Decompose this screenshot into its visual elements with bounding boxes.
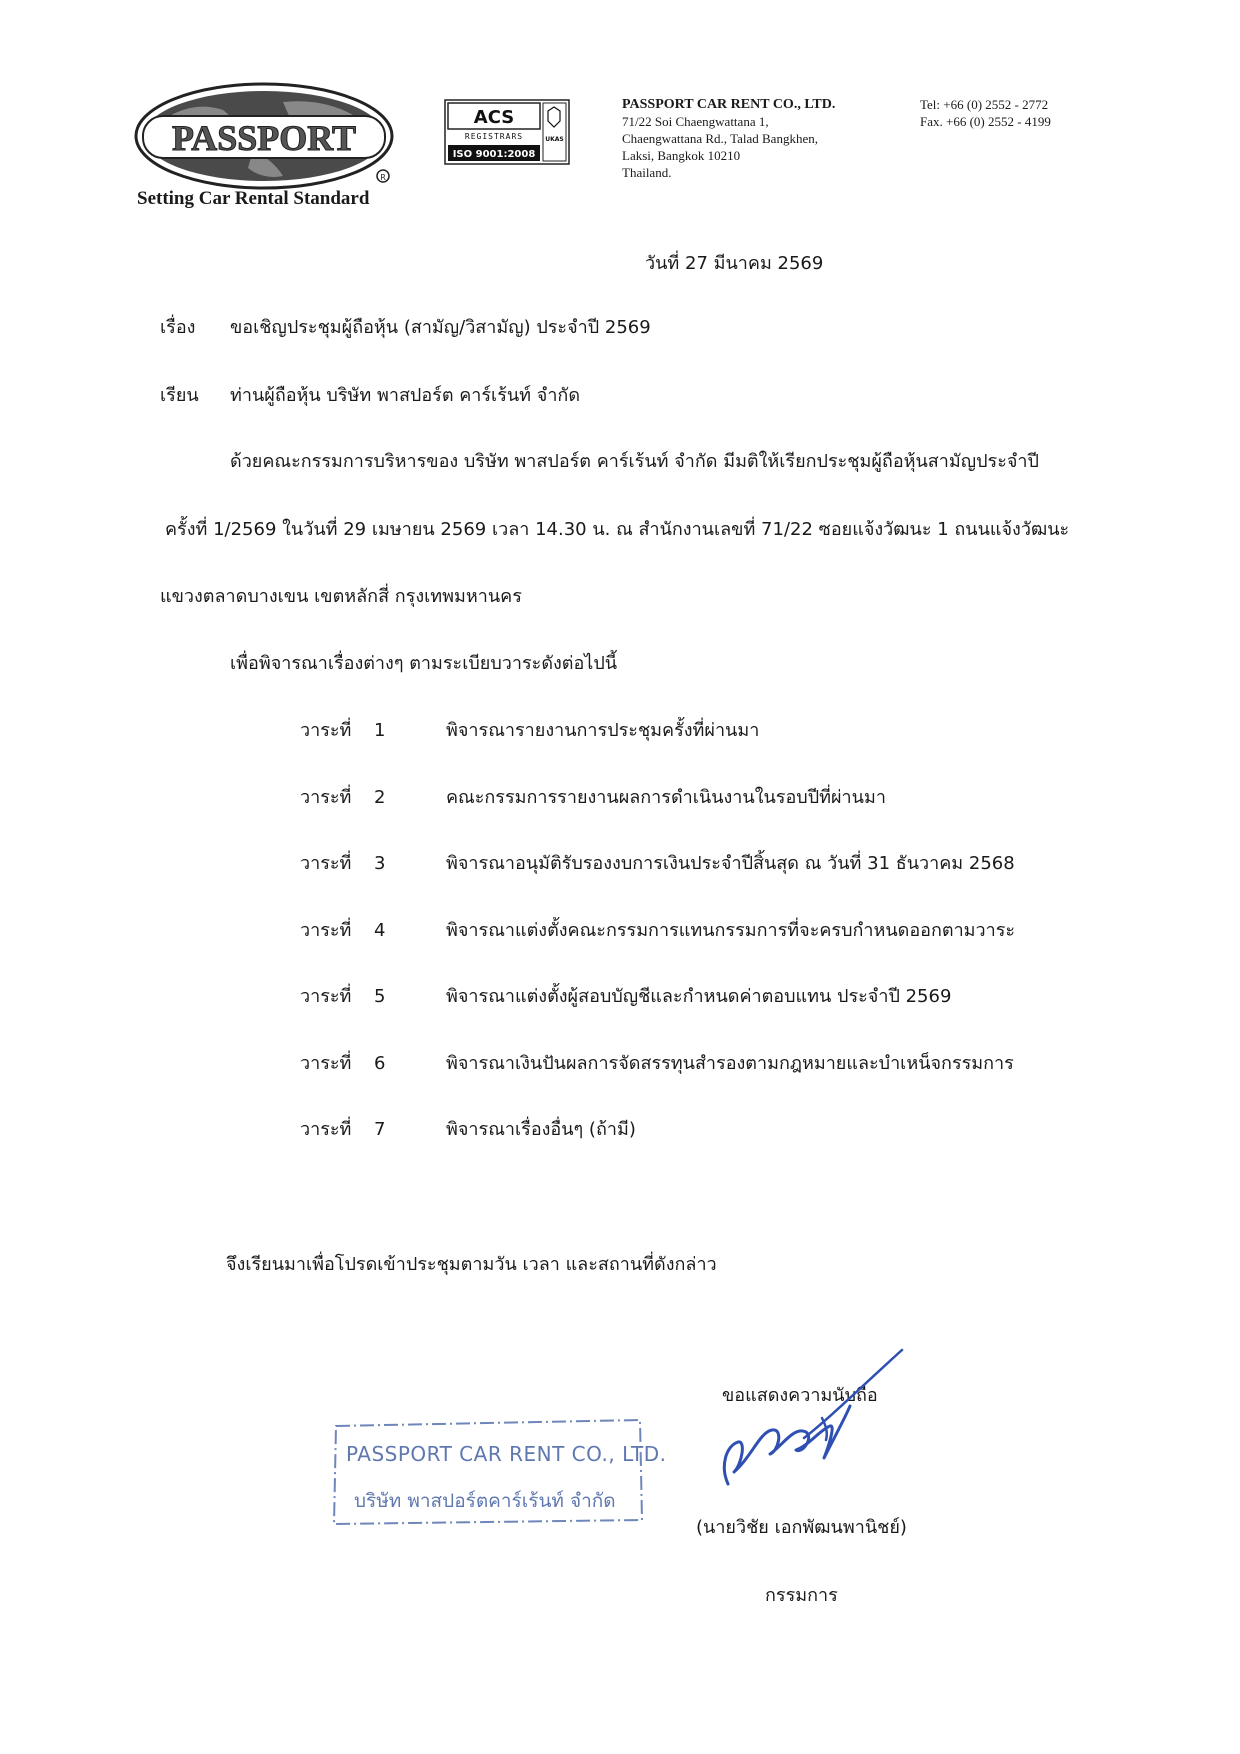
agenda-intro: เพื่อพิจารณาเรื่องต่างๆ ตามระเบียบวาระดังต่อไปนี้ <box>230 653 618 674</box>
fax: Fax. +66 (0) 2552 - 4199 <box>920 114 1051 129</box>
address-line: Chaengwattana Rd., Talad Bangkhen, <box>622 131 818 146</box>
letter-date: วันที่ 27 มีนาคม 2569 <box>645 253 824 274</box>
agenda-number: 6 <box>374 1053 386 1074</box>
stamp-english-text: PASSPORT CAR RENT CO., LTD. <box>346 1442 667 1466</box>
agenda-number: 7 <box>374 1119 386 1140</box>
closing-line: จึงเรียนมาเพื่อโปรดเข้าประชุมตามวัน เวลา และสถานที่ดังกล่าว <box>226 1254 717 1275</box>
contact-block <box>920 96 1051 130</box>
agenda-number: 1 <box>374 720 386 741</box>
regards-line: ขอแสดงความนับถือ <box>722 1385 878 1406</box>
acs-brand: ACS <box>473 107 515 128</box>
svg-text:R: R <box>380 173 386 182</box>
address-line: Thailand. <box>622 165 672 180</box>
signature-icon <box>712 1346 912 1496</box>
body-paragraph-line: ครั้งที่ 1/2569 ในวันที่ 29 เมษายน 2569 เวลา 14.30 น. ณ สำนักงานเลขที่ 71/22 ซอยแจ้งวัฒนะ 1 ถนนแจ้งวัฒนะ <box>165 519 1070 540</box>
agenda-label: วาระที่ <box>300 720 352 741</box>
body-paragraph-line: แขวงตลาดบางเขน เขตหลักสี่ กรุงเทพมหานคร <box>160 586 522 607</box>
address-line: Laksi, Bangkok 10210 <box>622 148 741 163</box>
address-line: 71/22 Soi Chaengwattana 1, <box>622 114 769 129</box>
agenda-item-text: พิจารณาอนุมัติรับรองงบการเงินประจำปีสิ้นสุด ณ วันที่ 31 ธันวาคม 2568 <box>446 853 1015 874</box>
logo-text: PASSPORT <box>171 118 357 158</box>
agenda-label: วาระที่ <box>300 920 352 941</box>
company-address-block <box>622 96 835 181</box>
agenda-label: วาระที่ <box>300 1119 352 1140</box>
tagline: Setting Car Rental Standard <box>137 188 370 209</box>
agenda-label: วาระที่ <box>300 853 352 874</box>
agenda-number: 3 <box>374 853 386 874</box>
subject-text: ขอเชิญประชุมผู้ถือหุ้น (สามัญ/วิสามัญ) ประจำปี 2569 <box>230 317 651 338</box>
acs-iso-certification-badge <box>444 99 570 165</box>
telephone: Tel: +66 (0) 2552 - 2772 <box>920 97 1049 112</box>
subject-label: เรื่อง <box>160 317 196 338</box>
agenda-item-text: พิจารณาเงินปันผลการจัดสรรทุนสำรองตามกฎหมายและบำเหน็จกรรมการ <box>446 1053 1014 1074</box>
agenda-item-text: คณะกรรมการรายงานผลการดำเนินงานในรอบปีที่ผ่านมา <box>446 787 886 808</box>
agenda-label: วาระที่ <box>300 1053 352 1074</box>
acs-registrars: REGISTRARS <box>464 132 524 141</box>
stamp-thai-text: บริษัท พาสปอร์ตคาร์เร้นท์ จำกัด <box>354 1490 616 1512</box>
agenda-item-text: พิจารณาแต่งตั้งผู้สอบบัญชีและกำหนดค่าตอบแทน ประจำปี 2569 <box>446 986 952 1007</box>
agenda-item-text: พิจารณาแต่งตั้งคณะกรรมการแทนกรรมการที่จะครบกำหนดออกตามวาระ <box>446 920 1016 941</box>
body-paragraph-line: ด้วยคณะกรรมการบริหารของ บริษัท พาสปอร์ต คาร์เร้นท์ จำกัด มีมติให้เรียกประชุมผู้ถือหุ้นสามัญประจำปี <box>230 451 1039 472</box>
agenda-number: 5 <box>374 986 386 1007</box>
recipient-label: เรียน <box>160 385 199 406</box>
recipient-text: ท่านผู้ถือหุ้น บริษัท พาสปอร์ต คาร์เร้นท์ จำกัด <box>230 385 581 406</box>
ukas-label: UKAS <box>545 136 564 143</box>
passport-logo <box>133 80 395 200</box>
agenda-number: 4 <box>374 920 386 941</box>
company-name: PASSPORT CAR RENT CO., LTD. <box>622 97 836 112</box>
signer-name: (นายวิชัย เอกพัฒนพานิชย์) <box>696 1517 907 1538</box>
agenda-label: วาระที่ <box>300 787 352 808</box>
iso-label: ISO 9001:2008 <box>452 149 536 160</box>
agenda-label: วาระที่ <box>300 986 352 1007</box>
agenda-number: 2 <box>374 787 386 808</box>
agenda-item-text: พิจารณารายงานการประชุมครั้งที่ผ่านมา <box>446 720 760 741</box>
agenda-item-text: พิจารณาเรื่องอื่นๆ (ถ้ามี) <box>446 1119 636 1140</box>
signer-title: กรรมการ <box>765 1585 838 1606</box>
